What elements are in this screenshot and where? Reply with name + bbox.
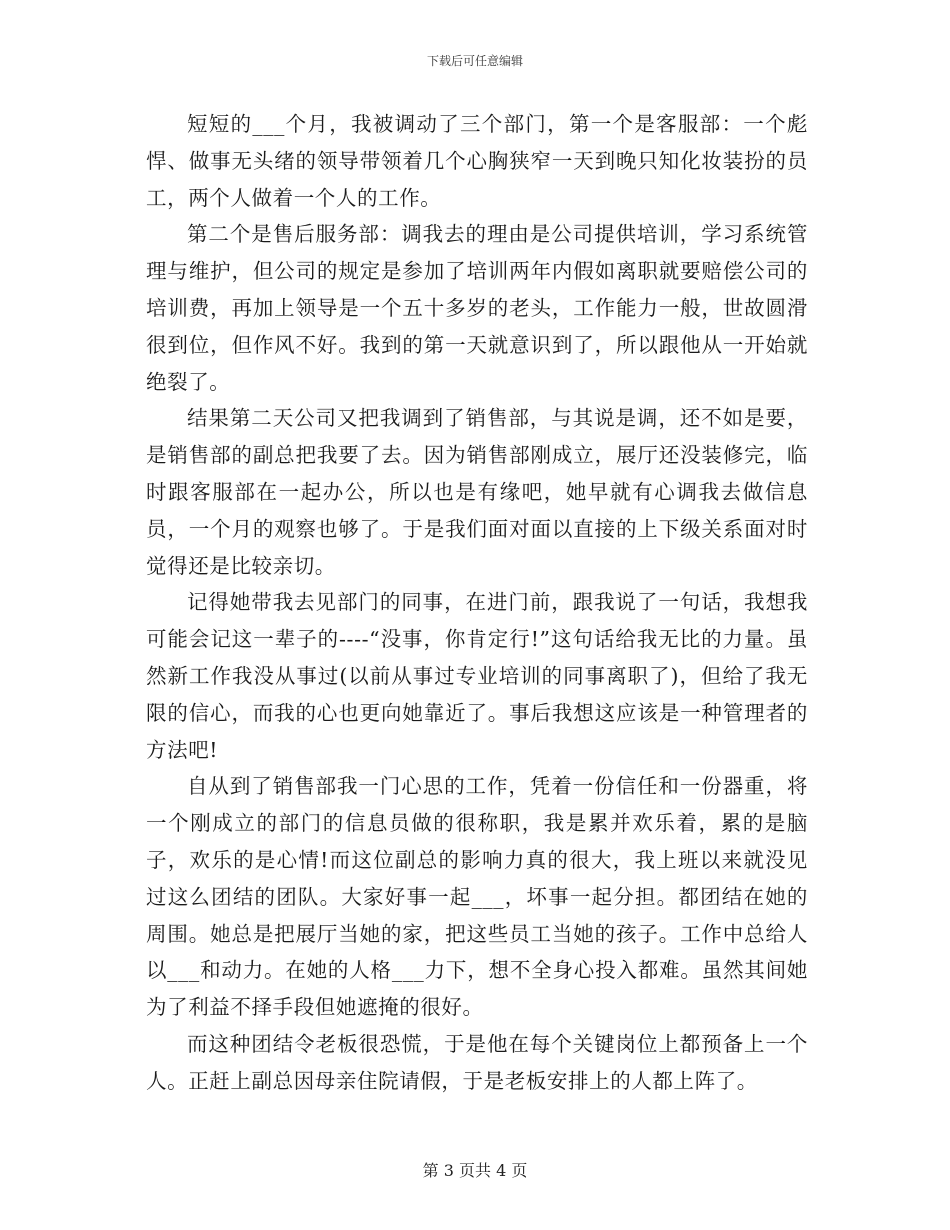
page-footer: 第 3 页共 4 页 (422, 1161, 528, 1180)
paragraph-3: 结果第二天公司又把我调到了销售部，与其说是调，还不如是要，是销售部的副总把我要了去。因为销售部刚成立，展厅还没装修完，临时跟客服部在一起办公，所以也是有缘吧，她早就有心调我去做信息员，一个月的观察也够了。于是我们面对面以直接的上下级关系面对时觉得还是比较亲切。 (146, 406, 808, 578)
paragraph-1: 短短的___个月，我被调动了三个部门，第一个是客服部：一个彪悍、做事无头绪的领导带领着几个心胸狭窄一天到晚只知化妆装扮的员工，两个人做着一个人的工作。 (146, 112, 808, 210)
paragraph-4: 记得她带我去见部门的同事，在进门前，跟我说了一句话，我想我可能会记这一辈子的----“没事，你肯定行!”这句话给我无比的力量。虽然新工作我没从事过(以前从事过专业培训的同事离职了)，但给了我无限的信心，而我的心也更向她靠近了。事后我想这应该是一种管理者的方法吧! (146, 590, 808, 762)
paragraph-6: 而这种团结令老板很恐慌，于是他在每个关键岗位上都预备上一个人。正赶上副总因母亲住院请假，于是老板安排上的人都上阵了。 (146, 1031, 808, 1093)
paragraph-2: 第二个是售后服务部：调我去的理由是公司提供培训，学习系统管理与维护，但公司的规定是参加了培训两年内假如离职就要赔偿公司的培训费，再加上领导是一个五十多岁的老头，工作能力一般，世故圆滑很到位，但作风不好。我到的第一天就意识到了，所以跟他从一开始就绝裂了。 (146, 222, 808, 394)
document-body (146, 106, 808, 1100)
paragraph-5: 自从到了销售部我一门心思的工作，凭着一份信任和一份器重，将一个刚成立的部门的信息员做的很称职，我是累并欢乐着，累的是脑子，欢乐的是心情!而这位副总的影响力真的很大，我上班以来就没见过这么团结的团队。大家好事一起___，坏事一起分担。都团结在她的周围。她总是把展厅当她的家，把这些员工当她的孩子。工作中总给人以___和动力。在她的人格___力下，想不全身心投入都难。虽然其间她为了利益不择手段但她遮掩的很好。 (146, 774, 808, 1020)
page-header: 下载后可任意编辑 (426, 54, 523, 68)
